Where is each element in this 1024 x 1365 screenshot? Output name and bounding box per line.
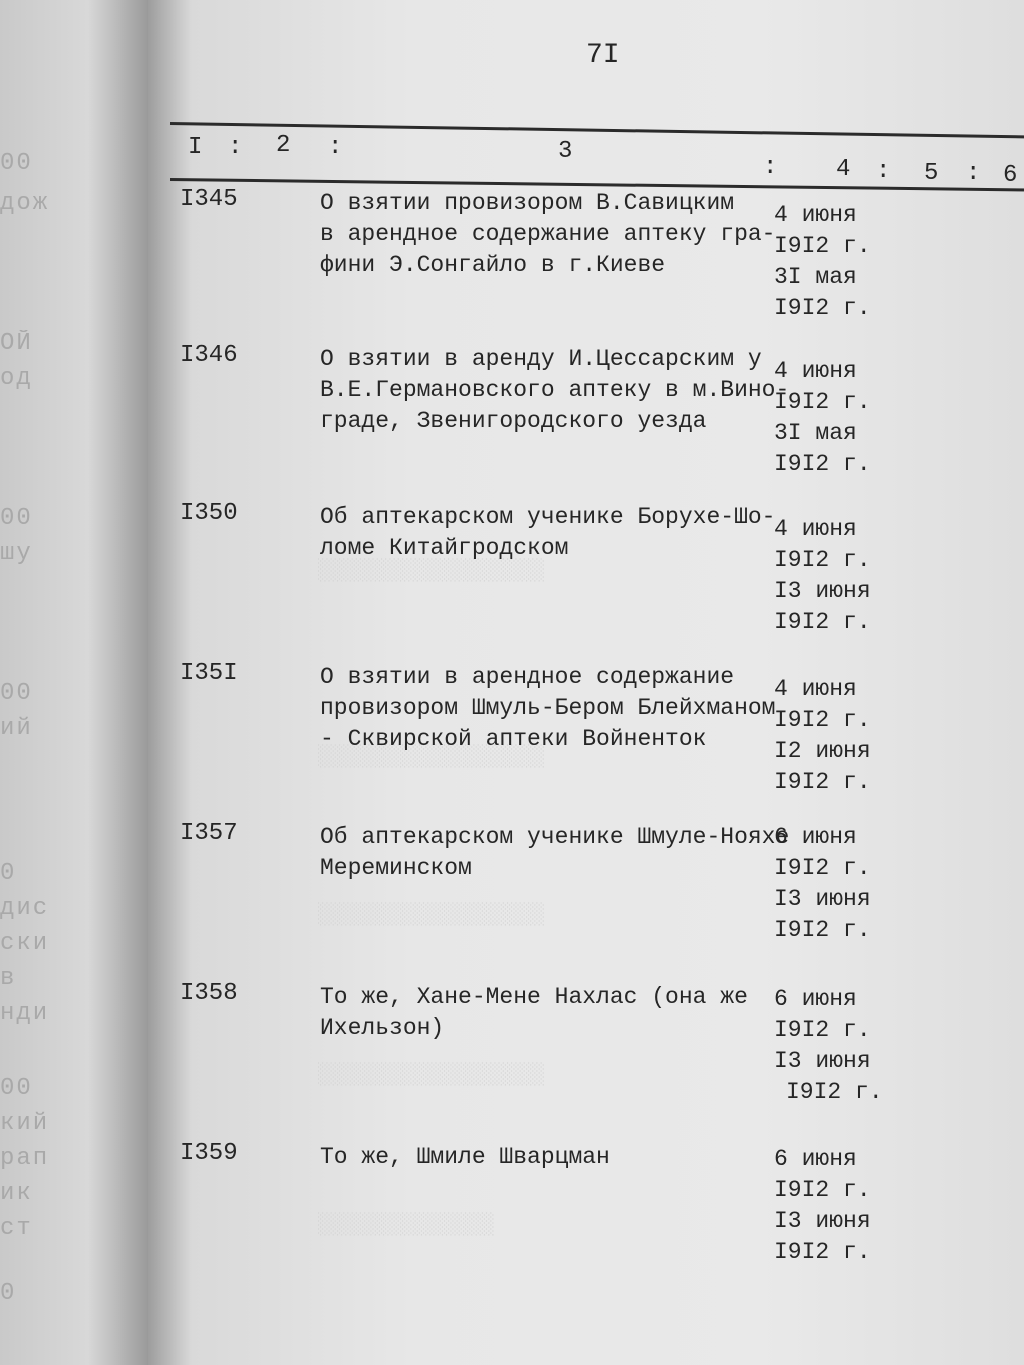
date-start-year: I9I2 г.	[774, 707, 871, 733]
date-start-day: 4 июня	[774, 202, 857, 228]
case-dates	[774, 984, 883, 1108]
case-title	[320, 662, 776, 755]
date-start-day: 4 июня	[774, 358, 857, 384]
case-title-line: О взятии провизором В.Савицким	[320, 190, 735, 216]
column-header-4: 4	[836, 156, 851, 183]
table-row	[148, 342, 1024, 492]
case-number: I350	[180, 500, 238, 527]
date-end-year: I9I2 г.	[774, 451, 871, 477]
case-dates	[774, 356, 871, 480]
date-end-day: 3I мая	[774, 420, 857, 446]
date-end-year: I9I2 г.	[774, 1239, 871, 1265]
document-page	[148, 0, 1024, 1365]
facing-page-ghost-text: 00	[0, 1075, 33, 1102]
case-number: I358	[180, 980, 238, 1007]
case-title-line: О взятии в аренду И.Цессарским у	[320, 346, 762, 372]
facing-page-ghost-text: 0	[0, 860, 17, 887]
date-start-year: I9I2 г.	[774, 855, 871, 881]
facing-page-ghost-text: нди	[0, 1000, 50, 1027]
case-title-line: в арендное содержание аптеку гра-	[320, 221, 776, 247]
facing-page-ghost-text: в	[0, 965, 17, 992]
case-number: I346	[180, 342, 238, 369]
date-end-day: I3 июня	[774, 1048, 871, 1074]
case-title	[320, 1142, 770, 1173]
case-title-line: То же, Шмиле Шварцман	[320, 1144, 610, 1170]
facing-page-ghost-text: ий	[0, 715, 33, 742]
bleed-through-shadow: ░░░░░░░░░░░░░░░░░░	[318, 904, 545, 927]
table-row	[148, 186, 1024, 336]
date-start-day: 6 июня	[774, 1146, 857, 1172]
case-title-line: О взятии в арендное содержание	[320, 664, 735, 690]
facing-page-ghost-text: 00	[0, 505, 33, 532]
date-start-day: 4 июня	[774, 676, 857, 702]
case-dates	[774, 674, 871, 798]
date-end-day: 3I мая	[774, 264, 857, 290]
case-title	[320, 344, 790, 437]
case-number: I359	[180, 1140, 238, 1167]
facing-page-ghost-text: 00	[0, 150, 33, 177]
date-end-year: I9I2 г.	[774, 295, 871, 321]
column-header-3: 3	[558, 138, 573, 165]
date-start-day: 6 июня	[774, 986, 857, 1012]
date-end-day: I2 июня	[774, 738, 871, 764]
column-header-separator: :	[763, 154, 778, 181]
date-end-year: I9I2 г.	[786, 1079, 883, 1105]
table-top-rule	[170, 122, 1024, 139]
table-row	[148, 1140, 1024, 1290]
facing-page-ghost-text: шу	[0, 540, 33, 567]
case-title-line: То же, Хане-Мене Нахлас (она же	[320, 984, 748, 1010]
case-title-line: граде, Звенигородского уезда	[320, 408, 707, 434]
column-header-separator: :	[228, 134, 243, 161]
case-title-line: Мереминском	[320, 855, 472, 881]
date-end-year: I9I2 г.	[774, 609, 871, 635]
case-dates	[774, 200, 871, 324]
date-start-year: I9I2 г.	[774, 1017, 871, 1043]
date-end-day: I3 июня	[774, 578, 871, 604]
case-dates	[774, 822, 871, 946]
column-header-separator: :	[328, 134, 343, 161]
column-header-1: I	[188, 134, 203, 161]
bleed-through-shadow: ░░░░░░░░░░░░░░░░░░	[318, 746, 545, 769]
case-title	[320, 982, 770, 1044]
date-start-year: I9I2 г.	[774, 547, 871, 573]
case-title-line: Ихельзон)	[320, 1015, 445, 1041]
case-dates	[774, 514, 871, 638]
facing-page-ghost-text: ст	[0, 1215, 33, 1242]
table-row	[148, 660, 1024, 810]
facing-page-ghost-text: ик	[0, 1180, 33, 1207]
case-title-line: - Сквирской аптеки Войненток	[320, 726, 707, 752]
case-number: I35I	[180, 660, 238, 687]
table-row	[148, 820, 1024, 970]
case-title	[320, 502, 776, 564]
column-header-2: 2	[276, 132, 291, 159]
bleed-through-shadow: ░░░░░░░░░░░░░░░░░░	[318, 560, 545, 583]
column-header-separator: :	[966, 160, 981, 187]
date-end-year: I9I2 г.	[774, 917, 871, 943]
facing-page-ghost-text: 00	[0, 680, 33, 707]
date-end-day: I3 июня	[774, 886, 871, 912]
column-header-5: 5	[924, 160, 939, 187]
facing-page-ghost-text: дож	[0, 190, 50, 217]
case-title-line: фини Э.Сонгайло в г.Киеве	[320, 252, 666, 278]
case-title	[320, 188, 776, 281]
table-row	[148, 500, 1024, 650]
facing-page-ghost-text: 0	[0, 1280, 17, 1307]
column-header-6: 6	[1003, 162, 1018, 189]
case-number: I357	[180, 820, 238, 847]
facing-page-ghost-text: кий	[0, 1110, 50, 1137]
bleed-through-shadow: ░░░░░░░░░░░░░░░░░░	[318, 1064, 545, 1087]
bleed-through-shadow: ░░░░░░░░░░░░░░	[318, 1214, 495, 1237]
date-end-day: I3 июня	[774, 1208, 871, 1234]
column-header-separator: :	[876, 158, 891, 185]
facing-page	[0, 0, 160, 1365]
date-start-day: 6 июня	[774, 824, 857, 850]
facing-page-ghost-text: рап	[0, 1145, 50, 1172]
date-start-day: 4 июня	[774, 516, 857, 542]
page-number: 7I	[586, 40, 620, 71]
case-title-line: Об аптекарском ученике Борухе-Шо-	[320, 504, 776, 530]
case-title-line: провизором Шмуль-Бером Блейхманом	[320, 695, 776, 721]
facing-page-ghost-text: од	[0, 365, 33, 392]
date-start-year: I9I2 г.	[774, 1177, 871, 1203]
facing-page-ghost-text: дис	[0, 895, 50, 922]
date-start-year: I9I2 г.	[774, 233, 871, 259]
date-end-year: I9I2 г.	[774, 769, 871, 795]
case-title	[320, 822, 790, 884]
case-number: I345	[180, 186, 238, 213]
facing-page-ghost-text: ски	[0, 930, 50, 957]
case-dates	[774, 1144, 871, 1268]
case-title-line: ломе Китайгродском	[320, 535, 569, 561]
facing-page-ghost-text: ОЙ	[0, 330, 33, 357]
case-title-line: Об аптекарском ученике Шмуле-Нояхе	[320, 824, 790, 850]
table-row	[148, 980, 1024, 1130]
date-start-year: I9I2 г.	[774, 389, 871, 415]
case-title-line: В.Е.Германовского аптеку в м.Вино-	[320, 377, 790, 403]
